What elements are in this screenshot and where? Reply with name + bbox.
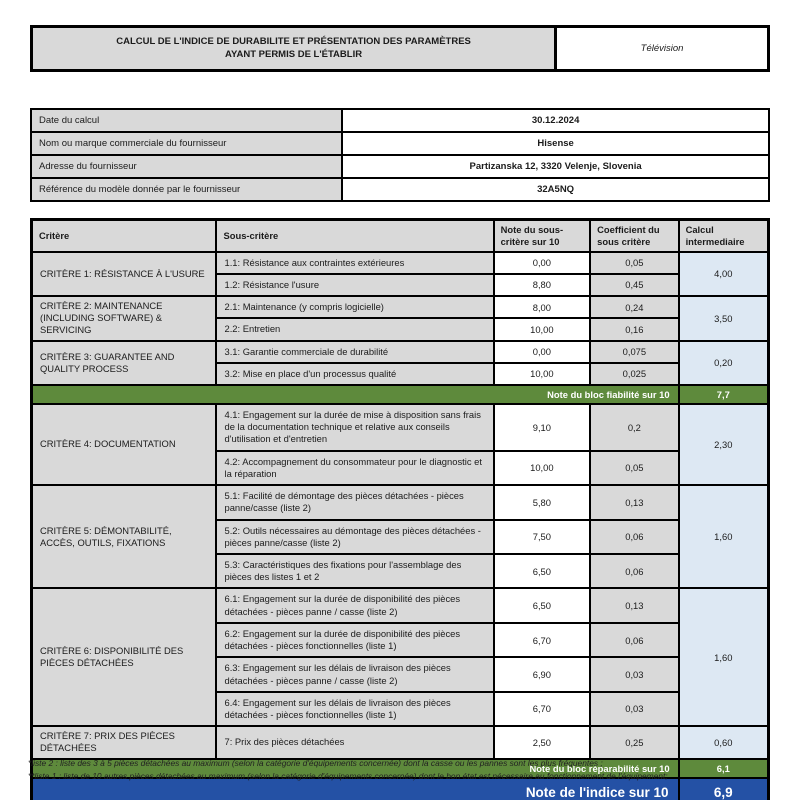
column-header-note: Note du sous-critère sur 10 [494,220,591,252]
info-row [31,155,769,178]
subcriterion-label: 6.2: Engagement sur la durée de disponibilité des pièces détachées - pièces fonctionnelles (liste 1) [216,623,493,657]
info-value-brand: Hisense [342,132,769,155]
intermediate-calc-value: 3,50 [679,296,769,341]
info-row [31,132,769,155]
subcriterion-label: 5.3: Caractéristiques des fixations pour l'assemblage des pièces des listes 1 et 2 [216,554,493,588]
block-total-label: Note du bloc fiabilité sur 10 [32,385,679,404]
info-value-model: 32A5NQ [342,178,769,201]
document-title-line2: AYANT PERMIS DE L'ÉTABLIR [225,48,363,60]
column-header-subcriterion: Sous-critère [216,220,493,252]
intermediate-calc-value: 0,20 [679,341,769,385]
block-total-value: 6,1 [679,759,769,778]
info-label-address: Adresse du fournisseur [31,155,342,178]
subcriterion-label: 3.2: Mise en place d'un processus qualité [216,363,493,385]
subcriterion-row [32,588,769,622]
subcriterion-note-value: 7,50 [494,520,591,554]
subcriterion-row [32,726,769,758]
intermediate-calc-value: 1,60 [679,485,769,588]
subcriterion-coefficient-value: 0,05 [590,451,678,485]
info-value-date: 30.12.2024 [342,109,769,132]
subcriterion-note-value: 10,00 [494,451,591,485]
subcriterion-note-value: 8,00 [494,296,591,318]
column-header-criterion: Critère [32,220,217,252]
subcriterion-coefficient-value: 0,25 [590,726,678,758]
info-label-brand: Nom ou marque commerciale du fournisseur [31,132,342,155]
product-category: Télévision [557,28,767,69]
subcriterion-row [32,404,769,451]
document-title-line1: CALCUL DE L'INDICE DE DURABILITE ET PRÉSENTATION DES PARAMÈTRES [116,35,471,47]
subcriterion-note-value: 5,80 [494,485,591,519]
criterion-cell: CRITÈRE 6: DISPONIBILITÉ DES PIÈCES DÉTACHÉES [32,588,217,726]
column-header-coefficient: Coefficient du sous critère [590,220,678,252]
subcriterion-note-value: 6,70 [494,692,591,726]
subcriterion-label: 1.2: Résistance l'usure [216,274,493,296]
subcriterion-coefficient-value: 0,06 [590,554,678,588]
criterion-cell: CRITÈRE 4: DOCUMENTATION [32,404,217,485]
document-title [33,28,557,69]
subcriterion-note-value: 10,00 [494,363,591,385]
info-value-address: Partizanska 12, 3320 Velenje, Slovenia [342,155,769,178]
subcriterion-row [32,341,769,363]
subcriterion-coefficient-value: 0,03 [590,657,678,691]
subcriterion-row [32,296,769,318]
subcriterion-label: 5.1: Facilité de démontage des pièces détachées - pièces panne/casse (liste 2) [216,485,493,519]
criteria-table [30,218,770,800]
subcriterion-note-value: 6,50 [494,554,591,588]
subcriterion-note-value: 8,80 [494,274,591,296]
subcriterion-coefficient-value: 0,24 [590,296,678,318]
criterion-cell: CRITÈRE 1: RÉSISTANCE À L'USURE [32,252,217,296]
final-index-value: 6,9 [679,778,769,800]
subcriterion-note-value: 6,70 [494,623,591,657]
block-total-row [32,385,769,404]
subcriterion-coefficient-value: 0,06 [590,520,678,554]
subcriterion-note-value: 0,00 [494,252,591,274]
subcriterion-label: 1.1: Résistance aux contraintes extérieures [216,252,493,274]
footnote-liste1: **liste 1 : liste de 10 autres pièces détachées au maximum (selon la catégorie d'équipements concernée) dont le bon état est nécessaire au fonctionnement de l'équipement; [28,771,668,782]
header-banner [30,25,770,72]
info-row [31,178,769,201]
subcriterion-label: 6.3: Engagement sur les délais de livraison des pièces détachées - pièces panne / casse (liste 2) [216,657,493,691]
final-index-label: Note de l'indice sur 10 [32,778,679,800]
subcriterion-label: 2.1: Maintenance (y compris logicielle) [216,296,493,318]
criterion-cell: CRITÈRE 7: PRIX DES PIÈCES DÉTACHÉES [32,726,217,758]
subcriterion-label: 6.1: Engagement sur la durée de disponibilité des pièces détachées - pièces panne / casse (liste 2) [216,588,493,622]
intermediate-calc-value: 0,60 [679,726,769,758]
subcriterion-coefficient-value: 0,45 [590,274,678,296]
subcriterion-note-value: 6,50 [494,588,591,622]
subcriterion-note-value: 9,10 [494,404,591,451]
subcriterion-coefficient-value: 0,2 [590,404,678,451]
block-total-label: Note du bloc réparabilité sur 10 [32,759,679,778]
intermediate-calc-value: 2,30 [679,404,769,485]
subcriterion-coefficient-value: 0,05 [590,252,678,274]
subcriterion-label: 4.2: Accompagnement du consommateur pour le diagnostic et la réparation [216,451,493,485]
subcriterion-coefficient-value: 0,13 [590,588,678,622]
subcriterion-row [32,252,769,274]
intermediate-calc-value: 1,60 [679,588,769,726]
subcriterion-coefficient-value: 0,075 [590,341,678,363]
subcriterion-note-value: 0,00 [494,341,591,363]
intermediate-calc-value: 4,00 [679,252,769,296]
info-label-model: Référence du modèle donnée par le fournisseur [31,178,342,201]
subcriterion-note-value: 6,90 [494,657,591,691]
criteria-table-header-row [32,220,769,252]
subcriterion-coefficient-value: 0,13 [590,485,678,519]
info-row [31,109,769,132]
subcriterion-row [32,485,769,519]
subcriterion-label: 2.2: Entretien [216,318,493,340]
criterion-cell: CRITÈRE 3: GUARANTEE AND QUALITY PROCESS [32,341,217,385]
criterion-cell: CRITÈRE 2: MAINTENANCE (INCLUDING SOFTWARE) & SERVICING [32,296,217,341]
subcriterion-coefficient-value: 0,025 [590,363,678,385]
block-total-value: 7,7 [679,385,769,404]
footnote-liste2: *liste 2 : liste des 3 à 5 pièces détachées au maximum (selon la catégorie d'équipements concernée) dont la casse ou les pannes sont les plus fréquentes ; [28,758,603,768]
subcriterion-note-value: 2,50 [494,726,591,758]
subcriterion-label: 7: Prix des pièces détachées [216,726,493,758]
subcriterion-coefficient-value: 0,03 [590,692,678,726]
info-label-date: Date du calcul [31,109,342,132]
subcriterion-coefficient-value: 0,16 [590,318,678,340]
subcriterion-label: 3.1: Garantie commerciale de durabilité [216,341,493,363]
column-header-intermediate: Calcul intermediaire [679,220,769,252]
criterion-cell: CRITÈRE 5: DÉMONTABILITÉ, ACCÈS, OUTILS, FIXATIONS [32,485,217,588]
subcriterion-label: 5.2: Outils nécessaires au démontage des pièces détachées - pièces panne/casse (liste 2) [216,520,493,554]
supplier-info-table [30,108,770,202]
subcriterion-coefficient-value: 0,06 [590,623,678,657]
subcriterion-label: 4.1: Engagement sur la durée de mise à disposition sans frais de la documentation technique et relative aux conseils d'utilisation et d'entretien [216,404,493,451]
subcriterion-note-value: 10,00 [494,318,591,340]
footnotes [28,757,772,783]
subcriterion-label: 6.4: Engagement sur les délais de livraison des pièces détachées - pièces fonctionnelles (liste 1) [216,692,493,726]
